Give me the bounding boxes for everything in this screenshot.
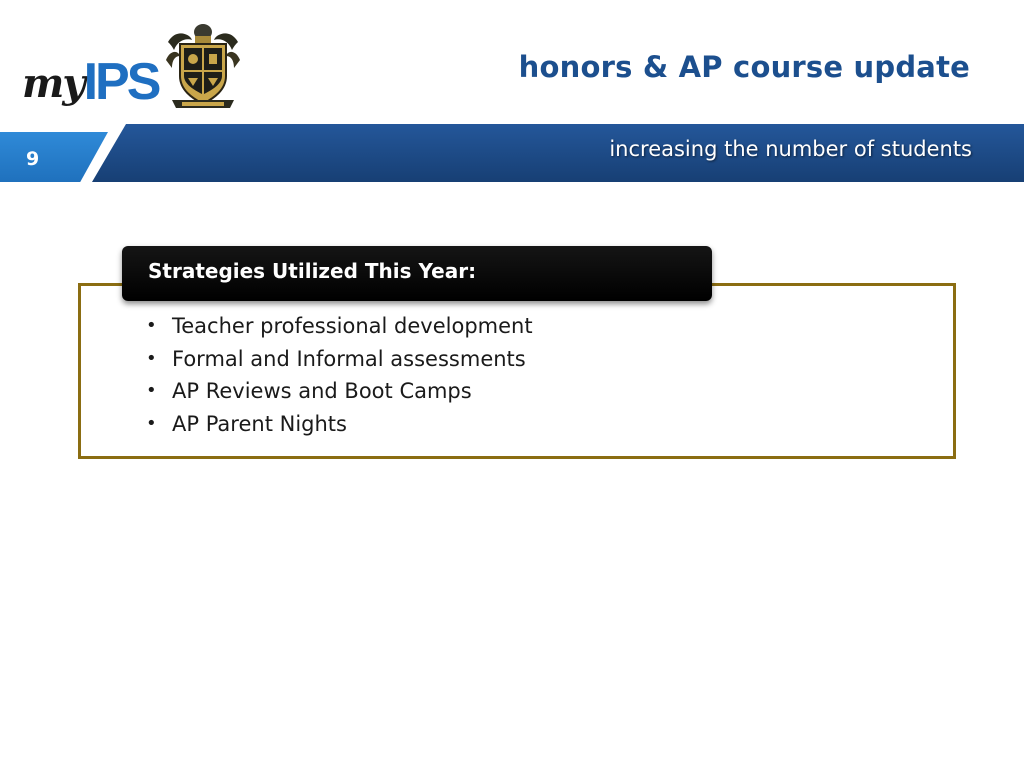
school-crest-icon	[162, 20, 244, 112]
bullet-icon: •	[146, 412, 157, 434]
section-subtitle: increasing the number of students	[609, 137, 972, 161]
list-item-text: AP Reviews and Boot Camps	[172, 379, 472, 403]
page-title: honors & AP course update	[518, 50, 970, 84]
strategies-header	[122, 246, 712, 301]
bullet-icon: •	[146, 347, 157, 369]
list-item-text: Formal and Informal assessments	[172, 346, 526, 371]
list-item-text: AP Parent Nights	[172, 411, 347, 436]
list-item	[144, 408, 533, 441]
logo-brand: IPS	[83, 53, 159, 111]
strategies-heading: Strategies Utilized This Year:	[148, 259, 477, 283]
page-number: 9	[26, 148, 40, 170]
logo-prefix: my	[22, 60, 84, 107]
list-item	[144, 375, 533, 408]
bullet-icon: •	[146, 315, 157, 336]
list-item	[144, 343, 533, 376]
list-item-text: Teacher professional development	[172, 314, 533, 338]
list-item	[144, 310, 533, 343]
strategies-list	[144, 310, 533, 440]
myips-logo	[22, 46, 159, 111]
bullet-icon: •	[146, 380, 157, 401]
